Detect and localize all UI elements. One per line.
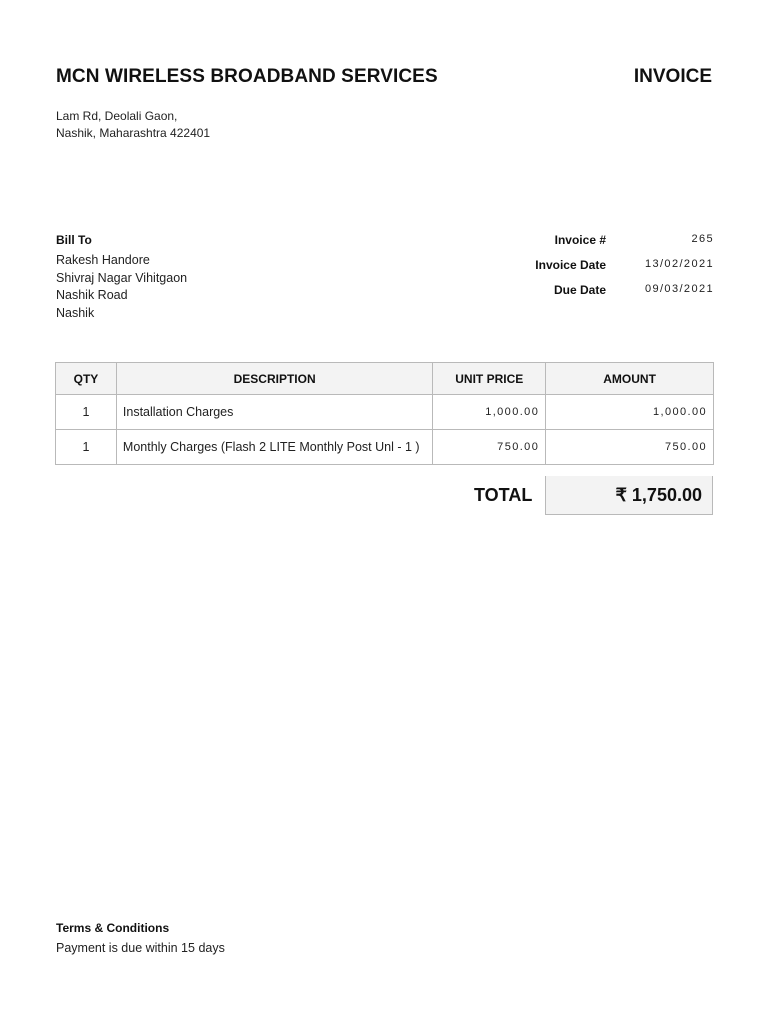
cell-qty: 1 <box>56 395 117 430</box>
total-box <box>545 476 713 515</box>
meta-label: Due Date <box>553 283 606 297</box>
total-label: TOTAL <box>474 485 533 505</box>
meta-label: Invoice Date <box>535 258 606 272</box>
table-row <box>56 395 714 430</box>
company-name: MCN WIRELESS BROADBAND SERVICES <box>56 66 438 87</box>
company-address <box>56 108 210 142</box>
due-date: 09/03/2021 <box>644 283 714 295</box>
bill-to-line: Shivraj Nagar Vihitgaon <box>56 270 188 285</box>
header-description: DESCRIPTION <box>116 363 432 395</box>
invoice-meta <box>440 233 714 308</box>
meta-row-due-date <box>440 283 714 308</box>
meta-row-invoice-date <box>440 258 714 283</box>
table-row <box>56 430 714 465</box>
cell-unit-price: 1,000.00 <box>433 395 546 430</box>
terms-text: Payment is due within 15 days <box>56 941 225 955</box>
header-amount: AMOUNT <box>546 363 714 395</box>
bill-to-line: Nashik <box>56 305 95 320</box>
line-items-table <box>55 362 714 465</box>
bill-to-line: Nashik Road <box>56 288 128 302</box>
header-qty: QTY <box>56 363 117 395</box>
total-amount: ₹ 1,750.00 <box>615 485 702 505</box>
meta-label: Invoice # <box>554 233 606 247</box>
invoice-number: 265 <box>691 233 714 245</box>
cell-amount: 750.00 <box>546 430 714 465</box>
cell-description: Installation Charges <box>116 395 432 430</box>
invoice-date: 13/02/2021 <box>644 258 714 270</box>
document-title: INVOICE <box>633 66 712 87</box>
cell-qty: 1 <box>56 430 117 465</box>
bill-to-address <box>56 252 187 322</box>
bill-to-heading: Bill To <box>56 233 92 247</box>
cell-unit-price: 750.00 <box>433 430 546 465</box>
cell-amount: 1,000.00 <box>546 395 714 430</box>
meta-row-invoice-number <box>440 233 714 258</box>
bill-to-line: Rakesh Handore <box>56 253 150 267</box>
terms-heading: Terms & Conditions <box>56 921 170 935</box>
address-line: Lam Rd, Deolali Gaon, <box>56 109 178 123</box>
table-header-row <box>56 363 714 395</box>
cell-description: Monthly Charges (Flash 2 LITE Monthly Post Unl - 1 ) <box>116 430 432 465</box>
address-line: Nashik, Maharashtra 422401 <box>56 126 211 140</box>
header-unit-price: UNIT PRICE <box>433 363 546 395</box>
